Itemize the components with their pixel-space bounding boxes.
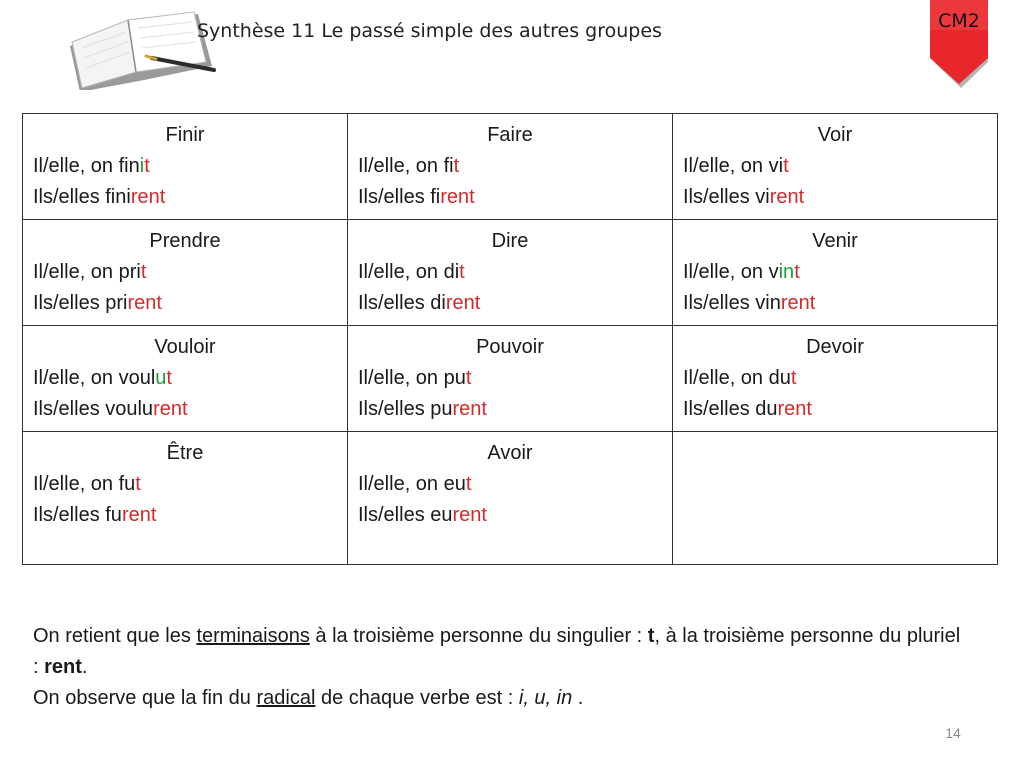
plural-form bbox=[683, 394, 987, 425]
table-row bbox=[23, 114, 998, 220]
form-stem: Il/elle, on fi bbox=[358, 155, 454, 177]
ending-t: t bbox=[647, 625, 655, 647]
verb-cell-finir bbox=[23, 114, 348, 220]
page-title: Synthèse 11 Le passé simple des autres groupes bbox=[197, 20, 662, 42]
singular-form bbox=[683, 363, 987, 394]
form-stem: Il/elle, on pri bbox=[33, 261, 141, 283]
form-stem: Ils/elles pu bbox=[358, 398, 453, 420]
plural-form bbox=[358, 394, 662, 425]
form-stem: Ils/elles eu bbox=[358, 504, 453, 526]
verb-cell-venir bbox=[673, 220, 998, 326]
ending: t bbox=[465, 367, 472, 389]
singular-form bbox=[33, 257, 337, 288]
ending: rent bbox=[440, 186, 475, 208]
plural-form bbox=[33, 288, 337, 319]
ending: t bbox=[144, 155, 150, 177]
form-stem: Il/elle, on eu bbox=[358, 473, 466, 495]
form-stem: Il/elle, on du bbox=[683, 367, 791, 389]
badge-label: CM2 bbox=[938, 10, 980, 32]
ending: t bbox=[459, 261, 465, 283]
singular-form bbox=[33, 469, 337, 500]
form-stem: Il/elle, on di bbox=[358, 261, 460, 283]
form-stem: Il/elle, on vi bbox=[683, 155, 784, 177]
plural-form bbox=[358, 182, 662, 213]
radical-letter: u bbox=[155, 367, 167, 389]
ending: rent bbox=[130, 186, 166, 208]
singular-form bbox=[358, 257, 662, 288]
ending: t bbox=[790, 367, 797, 389]
table-row bbox=[23, 220, 998, 326]
ending: t bbox=[135, 473, 141, 495]
ending: rent bbox=[121, 504, 157, 526]
empty-cell bbox=[673, 432, 998, 565]
ending: rent bbox=[452, 398, 487, 420]
ending: rent bbox=[127, 292, 162, 314]
verb-name: Dire bbox=[491, 230, 529, 252]
ending: t bbox=[794, 261, 800, 283]
page-number: 14 bbox=[945, 725, 961, 741]
form-stem: Ils/elles du bbox=[683, 398, 778, 420]
verb-cell-pouvoir bbox=[348, 326, 673, 432]
verb-name: Faire bbox=[487, 124, 533, 146]
note-radical: On observe que la fin du radical de chaque verbe est : i, u, in . bbox=[33, 687, 584, 709]
term-terminaisons: terminaisons bbox=[196, 625, 310, 647]
verb-name: Prendre bbox=[149, 230, 221, 252]
ending: rent bbox=[780, 292, 816, 314]
verb-name: Pouvoir bbox=[476, 336, 544, 358]
term-radical: radical bbox=[256, 687, 316, 709]
radical-values: i, u, in bbox=[518, 687, 573, 709]
ending: t bbox=[783, 155, 789, 177]
singular-form bbox=[358, 469, 662, 500]
summary-notes bbox=[33, 621, 963, 714]
radical-letter: in bbox=[778, 261, 795, 283]
plural-form bbox=[33, 500, 337, 531]
singular-form bbox=[683, 151, 987, 182]
form-stem: Il/elle, on voul bbox=[33, 367, 156, 389]
plural-form bbox=[358, 288, 662, 319]
form-stem: Il/elle, on fin bbox=[33, 155, 140, 177]
level-badge bbox=[928, 0, 990, 90]
singular-form bbox=[683, 257, 987, 288]
ending: rent bbox=[769, 186, 805, 208]
verb-cell-faire bbox=[348, 114, 673, 220]
ending: rent bbox=[445, 292, 481, 314]
form-stem: Ils/elles fu bbox=[33, 504, 122, 526]
ending: rent bbox=[153, 398, 188, 420]
verb-cell-avoir bbox=[348, 432, 673, 565]
form-stem: Ils/elles voulu bbox=[33, 398, 154, 420]
radical-letter: i bbox=[139, 155, 145, 177]
form-stem: Ils/elles pri bbox=[33, 292, 128, 314]
singular-form bbox=[33, 151, 337, 182]
ending: rent bbox=[777, 398, 812, 420]
note-endings: On retient que les terminaisons à la troisième personne du singulier : t, à la troisième personne du pluriel : rent. bbox=[33, 625, 961, 678]
ending: t bbox=[465, 473, 472, 495]
form-stem: Il/elle, on v bbox=[683, 261, 779, 283]
ending: t bbox=[166, 367, 172, 389]
verb-name: Être bbox=[166, 442, 204, 464]
ending: rent bbox=[452, 504, 487, 526]
verb-name: Finir bbox=[165, 124, 205, 146]
verb-cell-etre bbox=[23, 432, 348, 565]
ending: t bbox=[140, 261, 147, 283]
ending: t bbox=[453, 155, 460, 177]
verb-name: Venir bbox=[812, 230, 858, 252]
plural-form bbox=[33, 182, 337, 213]
singular-form bbox=[358, 363, 662, 394]
plural-form bbox=[683, 288, 987, 319]
verb-name: Avoir bbox=[487, 442, 533, 464]
verb-name: Vouloir bbox=[154, 336, 216, 358]
verb-cell-vouloir bbox=[23, 326, 348, 432]
form-stem: Ils/elles fini bbox=[33, 186, 131, 208]
verb-cell-prendre bbox=[23, 220, 348, 326]
singular-form bbox=[33, 363, 337, 394]
verb-cell-devoir bbox=[673, 326, 998, 432]
verb-cell-dire bbox=[348, 220, 673, 326]
table-row bbox=[23, 326, 998, 432]
verb-name: Devoir bbox=[806, 336, 864, 358]
form-stem: Il/elle, on pu bbox=[358, 367, 466, 389]
plural-form bbox=[33, 394, 337, 425]
form-stem: Ils/elles vin bbox=[683, 292, 781, 314]
singular-form bbox=[358, 151, 662, 182]
form-stem: Ils/elles di bbox=[358, 292, 446, 314]
verb-name: Voir bbox=[817, 124, 853, 146]
form-stem: Ils/elles fi bbox=[358, 186, 441, 208]
form-stem: Il/elle, on fu bbox=[33, 473, 136, 495]
table-row bbox=[23, 432, 998, 565]
notebook-pen-icon bbox=[66, 8, 216, 90]
plural-form bbox=[683, 182, 987, 213]
form-stem: Ils/elles vi bbox=[683, 186, 770, 208]
ending-rent: rent bbox=[44, 656, 82, 678]
plural-form bbox=[358, 500, 662, 531]
verb-cell-voir bbox=[673, 114, 998, 220]
conjugation-table bbox=[22, 113, 998, 565]
